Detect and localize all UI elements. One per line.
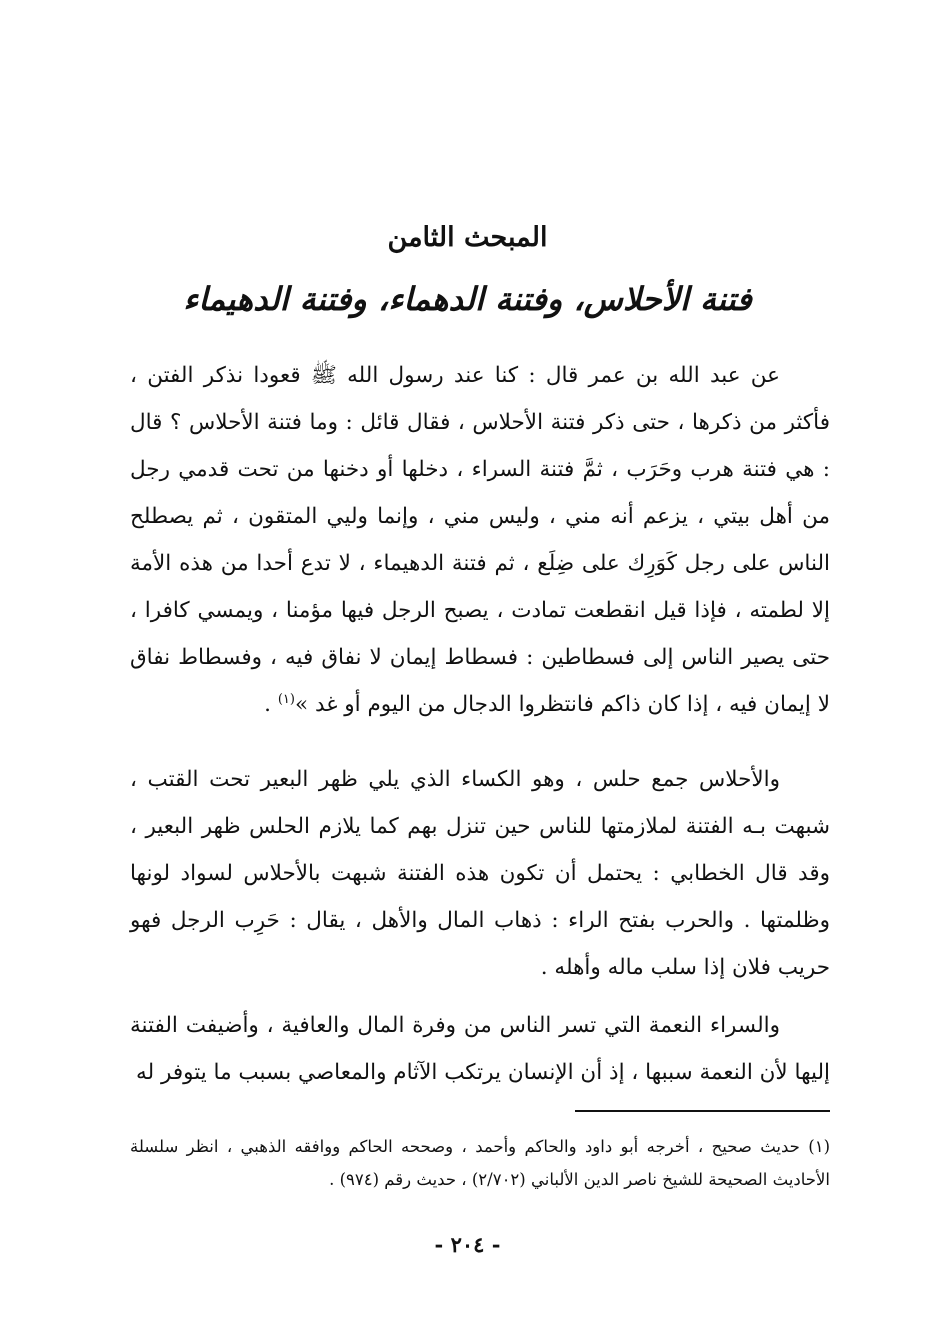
chapter-title: فتنة الأحلاس، وفتنة الدهماء، وفتنة الدهيماء [183,280,752,318]
chapter-label: المبحث الثامن [387,222,548,253]
footnote: (١) حديث صحيح ، أخرجه أبو داود والحاكم وأحمد ، وصححه الحاكم ووافقه الذهبي ، انظر سلسلة الأحاديث الصحيحة للشيخ ناصر الدين الألباني (٢/٧٠٢) ، حديث رقم (٩٧٤) . [130,1137,830,1189]
hadith-paragraph [130,352,830,728]
page-number: - ٢٠٤ - [434,1232,501,1257]
footnote-reference: (١) [277,691,295,707]
footnote-divider [575,1110,830,1112]
explanation-paragraph-sarraa: والسراء النعمة التي تسر الناس من وفرة المال والعافية ، وأضيفت الفتنة إليها لأن النعمة سببها ، إذ أن الإنسان يرتكب الآثام والمعاصي بسبب ما يتوفر له [130,1013,830,1085]
hadith-end-mark: . [264,692,278,717]
explanation-paragraph-ahlas: والأحلاس جمع حلس ، وهو الكساء الذي يلي ظهر البعير تحت القتب ، شبهت بـه الفتنة لملازمتها للناس حين تنزل بهم كما يلازم الحلس ظهر البعير ، وقد قال الخطابي : يحتمل أن تكون هذه الفتنة شبهت بالأحلاس لسواد لونها وظلمتها . والحرب بفتح الراء : ذهاب المال والأهل ، يقال : حَرِب الرجل فهو حريب فلان إذا سلب ماله وأهله . [130,767,830,980]
hadith-text: عن عبد الله بن عمر قال : كنا عند رسول الله ﷺ قعودا نذكر الفتن ، فأكثر من ذكرها ، حتى ذكر فتنة الأحلاس ، فقال قائل : وما فتنة الأحلاس ؟ قال : هي فتنة هرب وحَرَب ، ثمَّ فتنة السراء ، دخلها أو دخنها من تحت قدمي رجل من أهل بيتي ، يزعم أنه مني ، وليس مني ، وإنما وليي المتقون ، ثم يصطلح الناس على رجل كَوَرِك على ضِلَع ، ثم فتنة الدهيماء ، لا تدع أحدا من هذه الأمة إلا لطمته ، فإذا قيل انقطعت تمادت ، يصبح الرجل فيها مؤمنا ، ويمسي كافرا ، حتى يصير الناس إلى فسطاطين : فسطاط إيمان لا نفاق فيه ، وفسطاط نفاق لا إيمان فيه ، إذا كان ذاكم فانتظروا الدجال من اليوم أو غد » [130,363,830,717]
